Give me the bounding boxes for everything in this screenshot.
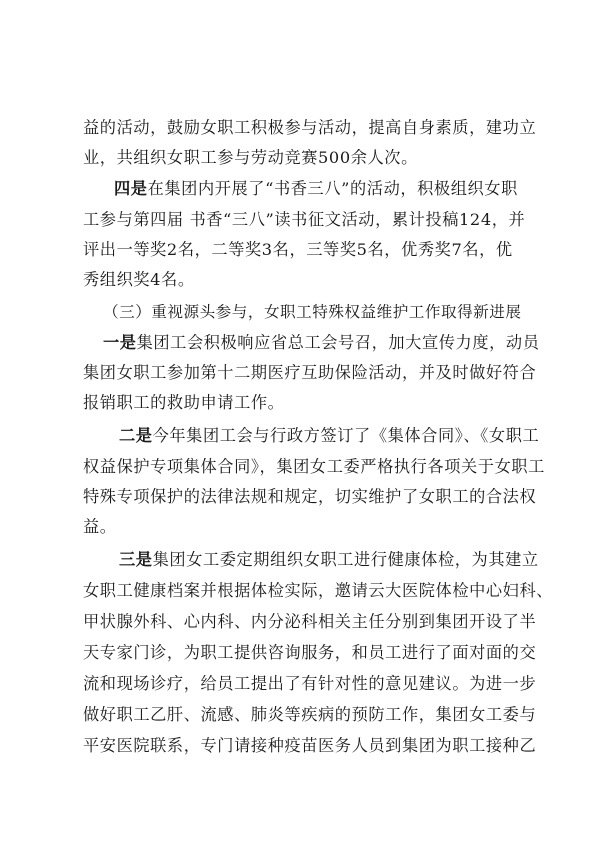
paragraph-lead: 一是 — [103, 333, 137, 352]
body-text-line: 天专家门诊，为职工提供咨询服务，和员工进行了面对面的交 — [83, 643, 537, 662]
body-text: 集团工会积极响应省总工会号召，加大宣传力度，动员 — [136, 333, 540, 352]
paragraph-first-line — [103, 332, 539, 354]
body-text-line: 集团女职工参加第十二期医疗互助保险活动，并及时做好符合 — [83, 363, 537, 382]
paragraph-lead: 四是 — [114, 179, 148, 198]
paragraph-first-line — [114, 178, 518, 200]
body-text-line: 特殊专项保护的法律法规和规定，切实维护了女职工的合法权 — [83, 487, 537, 506]
body-text: 今年集团工会与行政方签订了《集体合同》、《女职工 — [152, 426, 540, 445]
body-text: 集团女工委定期组织女职工进行健康体检，为其建立 — [152, 550, 539, 569]
body-text-line: 报销职工的救助申请工作。 — [83, 393, 285, 412]
body-text-line: 平安医院联系，专门请接种疫苗医务人员到集团为职工接种乙 — [83, 736, 537, 755]
body-text-line: 流和现场诊疗，给员工提出了有针对性的意见建议。为进一步 — [83, 674, 537, 693]
body-text-line: 秀组织奖4名。 — [83, 270, 195, 289]
body-text-line: 评出一等奖2名，二等奖3名，三等奖5名，优秀奖7名，优 — [83, 240, 513, 259]
body-text-line: 益。 — [83, 517, 117, 536]
body-text-line: 甲状腺外科、心内科、内分泌科相关主任分别到集团开设了半 — [83, 612, 537, 631]
paragraph-lead: 二是 — [119, 426, 153, 445]
paragraph-lead: 三是 — [119, 550, 153, 569]
paragraph-first-line — [119, 549, 539, 571]
body-text-line: 做好职工乙肝、流感、肺炎等疾病的预防工作，集团女工委与 — [83, 705, 537, 724]
paragraph-first-line — [119, 425, 539, 447]
body-text-line: 业，共组织女职工参与劳动竞赛500余人次。 — [83, 148, 418, 167]
body-text-line: 女职工健康档案并根据体检实际，邀请云大医院体检中心妇科、 — [83, 581, 554, 600]
body-text: 在集团内开展了“书香三八”的活动，积极组织女职 — [147, 179, 518, 198]
body-text-line: 益的活动，鼓励女职工积极参与活动，提高自身素质，建功立 — [83, 118, 537, 137]
section-heading: （三）重视源头参与，女职工特殊权益维护工作取得新进展 — [103, 303, 522, 321]
body-text-line: 权益保护专项集体合同》，集团女工委严格执行各项关于女职工 — [83, 457, 545, 476]
body-text-line: 工参与第四届 书香“三八”读书征文活动，累计投稿124，并 — [83, 210, 526, 229]
